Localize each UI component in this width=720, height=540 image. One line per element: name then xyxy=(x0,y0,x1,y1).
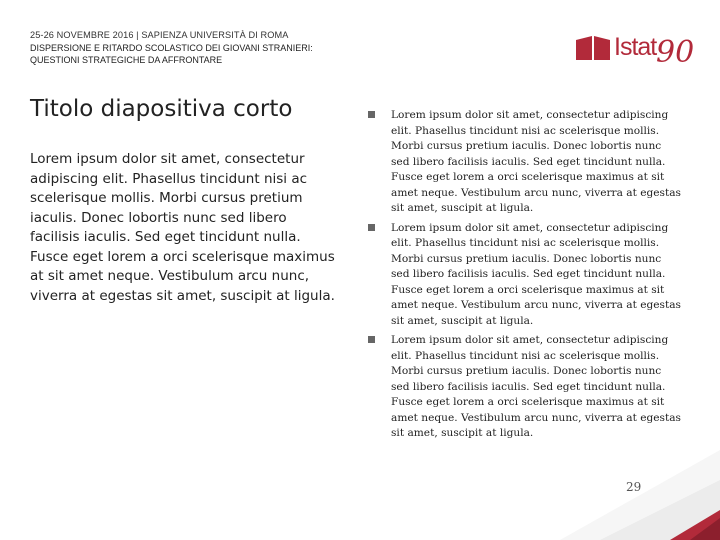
bullet-text: Lorem ipsum dolor sit amet, consectetur adipiscing elit. Phasellus tincidunt nisi ac scelerisque mollis. Morbi cursus pretium iaculis. Donec lobortis nunc sed libero facilisis iaculis. Sed eget tincidunt nulla. Fusce eget lorem a orci scelerisque maximus at sit amet neque. Vestibulum arcu nunc, viverra at egestas sit amet, suscipit at ligula. xyxy=(391,221,681,327)
istat-logo-text: Istat xyxy=(614,33,657,61)
bullet-text: Lorem ipsum dolor sit amet, consectetur adipiscing elit. Phasellus tincidunt nisi ac scelerisque mollis. Morbi cursus pretium iaculis. Donec lobortis nunc sed libero facilisis iaculis. Sed eget tincidunt nulla. Fusce eget lorem a orci scelerisque maximus at sit amet neque. Vestibulum arcu nunc, viverra at egestas sit amet, suscipit at ligula. xyxy=(391,334,681,439)
istat-logo xyxy=(572,30,695,72)
slide-header xyxy=(30,30,370,66)
conference-subtitle xyxy=(30,43,370,66)
list-item xyxy=(368,221,688,330)
subtitle-line-2: QUESTIONI STRATEGICHE DA AFFRONTARE xyxy=(30,54,223,65)
subtitle-line-1: DISPERSIONE E RITARDO SCOLASTICO DEI GIOVANI STRANIERI: xyxy=(30,43,313,53)
event-date-line: 25-26 NOVEMBRE 2016 | SAPIENZA UNIVERSITÀ DI ROMA xyxy=(30,30,289,40)
square-bullet-icon xyxy=(368,336,375,343)
list-item xyxy=(368,333,688,442)
left-body-text: Lorem ipsum dolor sit amet, consectetur adipiscing elit. Phasellus tincidunt nisi ac scelerisque mollis. Morbi cursus pretium iaculis. Donec lobortis nunc sed libero facilisis iaculis. Sed eget tincidunt nulla. Fusce eget lorem a orci scelerisque maximus at sit amet neque. Vestibulum arcu nunc, viverra at egestas sit amet, suscipit at ligula. xyxy=(30,151,335,304)
list-item xyxy=(368,108,688,217)
istat-logo-mark-icon xyxy=(574,34,614,62)
istat-90-number: 90 xyxy=(656,35,695,70)
bullet-text: Lorem ipsum dolor sit amet, consectetur adipiscing elit. Phasellus tincidunt nisi ac scelerisque mollis. Morbi cursus pretium iaculis. Donec lobortis nunc sed libero facilisis iaculis. Sed eget tincidunt nulla. Fusce eget lorem a orci scelerisque maximus at sit amet neque. Vestibulum arcu nunc, viverra at egestas sit amet, suscipit at ligula. xyxy=(391,109,681,214)
decorative-corner-shape xyxy=(560,450,720,540)
slide-title: Titolo diapositiva corto xyxy=(30,96,293,122)
istat-90-mark-icon xyxy=(656,32,696,72)
square-bullet-icon xyxy=(368,111,375,118)
page-number: 29 xyxy=(626,480,642,494)
bullet-list xyxy=(368,108,688,446)
square-bullet-icon xyxy=(368,224,375,231)
